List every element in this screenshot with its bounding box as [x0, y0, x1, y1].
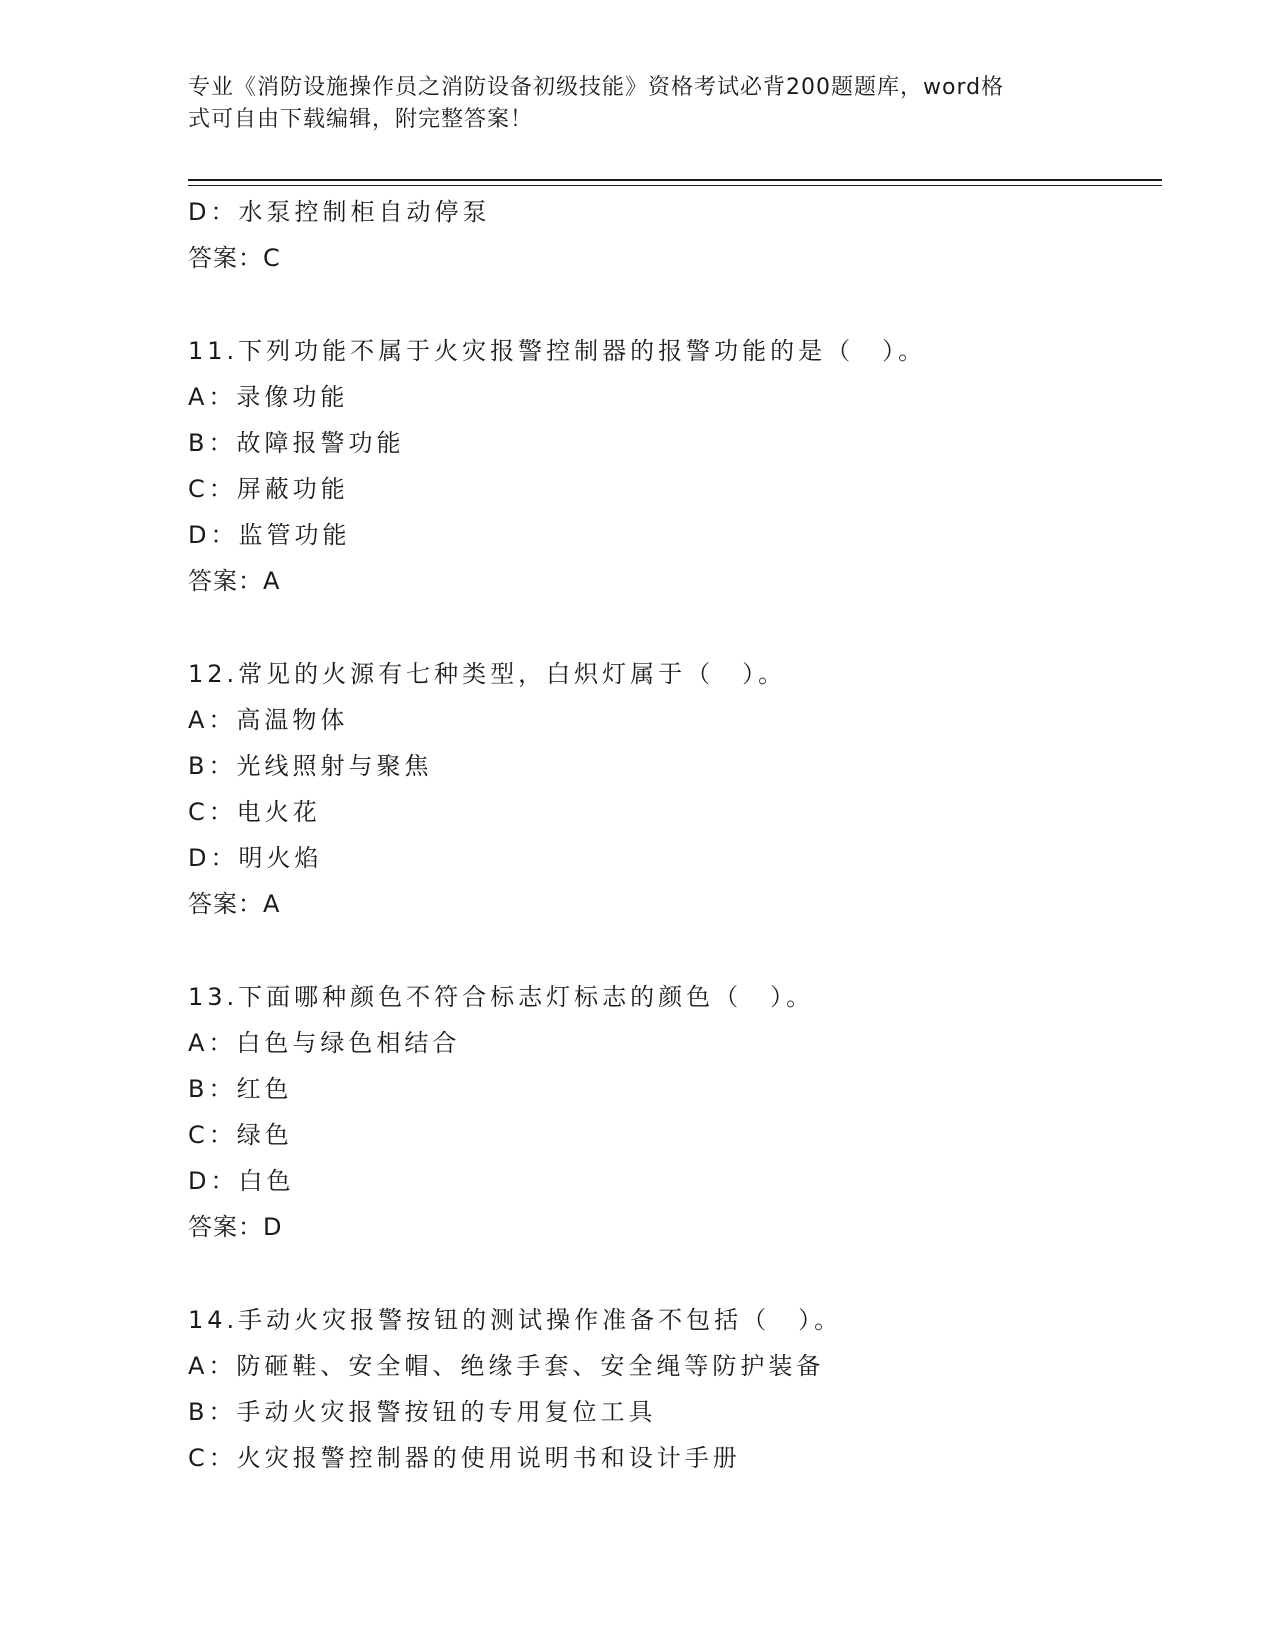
question-block-11: [188, 328, 1162, 604]
option-b: B：红色: [188, 1075, 293, 1103]
option-d: D：明火焰: [188, 844, 323, 872]
option-c: C：绿色: [188, 1121, 293, 1149]
spacer: [188, 1250, 1162, 1297]
answer-line: 答案：C: [188, 244, 281, 272]
question-block-12: [188, 651, 1162, 927]
option-c: C：电火花: [188, 798, 321, 826]
header-line-1: 专业《消防设施操作员之消防设备初级技能》资格考试必背200题题库，word格: [188, 75, 1005, 100]
header-rule-thin: [188, 185, 1162, 186]
answer-line: 答案：D: [188, 1213, 283, 1241]
question-list: [188, 189, 1162, 1481]
option-b: B：故障报警功能: [188, 429, 405, 457]
question-stem: 13.下面哪种颜色不符合标志灯标志的颜色（ ）。: [188, 983, 815, 1011]
answer-line: 答案：A: [188, 890, 281, 918]
question-stem: 14.手动火灾报警按钮的测试操作准备不包括（ ）。: [188, 1306, 843, 1334]
header-rule-thick: [188, 179, 1162, 181]
option-a: A：录像功能: [188, 383, 349, 411]
document-header: [188, 72, 1088, 136]
option-a: A：防砸鞋、安全帽、绝缘手套、安全绳等防护装备: [188, 1352, 825, 1380]
spacer: [188, 604, 1162, 651]
question-block-10-tail: [188, 189, 1162, 281]
question-stem: 12.常见的火源有七种类型，白炽灯属于（ ）。: [188, 660, 787, 688]
option-a: A：白色与绿色相结合: [188, 1029, 461, 1057]
header-line-2: 式可自由下载编辑，附完整答案！: [188, 107, 534, 132]
option-d: D：监管功能: [188, 521, 351, 549]
question-stem: 11.下列功能不属于火灾报警控制器的报警功能的是（ ）。: [188, 337, 927, 365]
answer-line: 答案：A: [188, 567, 281, 595]
question-block-14: [188, 1297, 1162, 1481]
spacer: [188, 281, 1162, 328]
option-d: D：白色: [188, 1167, 295, 1195]
question-block-13: [188, 974, 1162, 1250]
spacer: [188, 927, 1162, 974]
option-d: D：水泵控制柜自动停泵: [188, 198, 491, 226]
option-a: A：高温物体: [188, 706, 349, 734]
option-b: B：手动火灾报警按钮的专用复位工具: [188, 1398, 657, 1426]
option-c: C：火灾报警控制器的使用说明书和设计手册: [188, 1444, 741, 1472]
option-b: B：光线照射与聚焦: [188, 752, 433, 780]
option-c: C：屏蔽功能: [188, 475, 349, 503]
